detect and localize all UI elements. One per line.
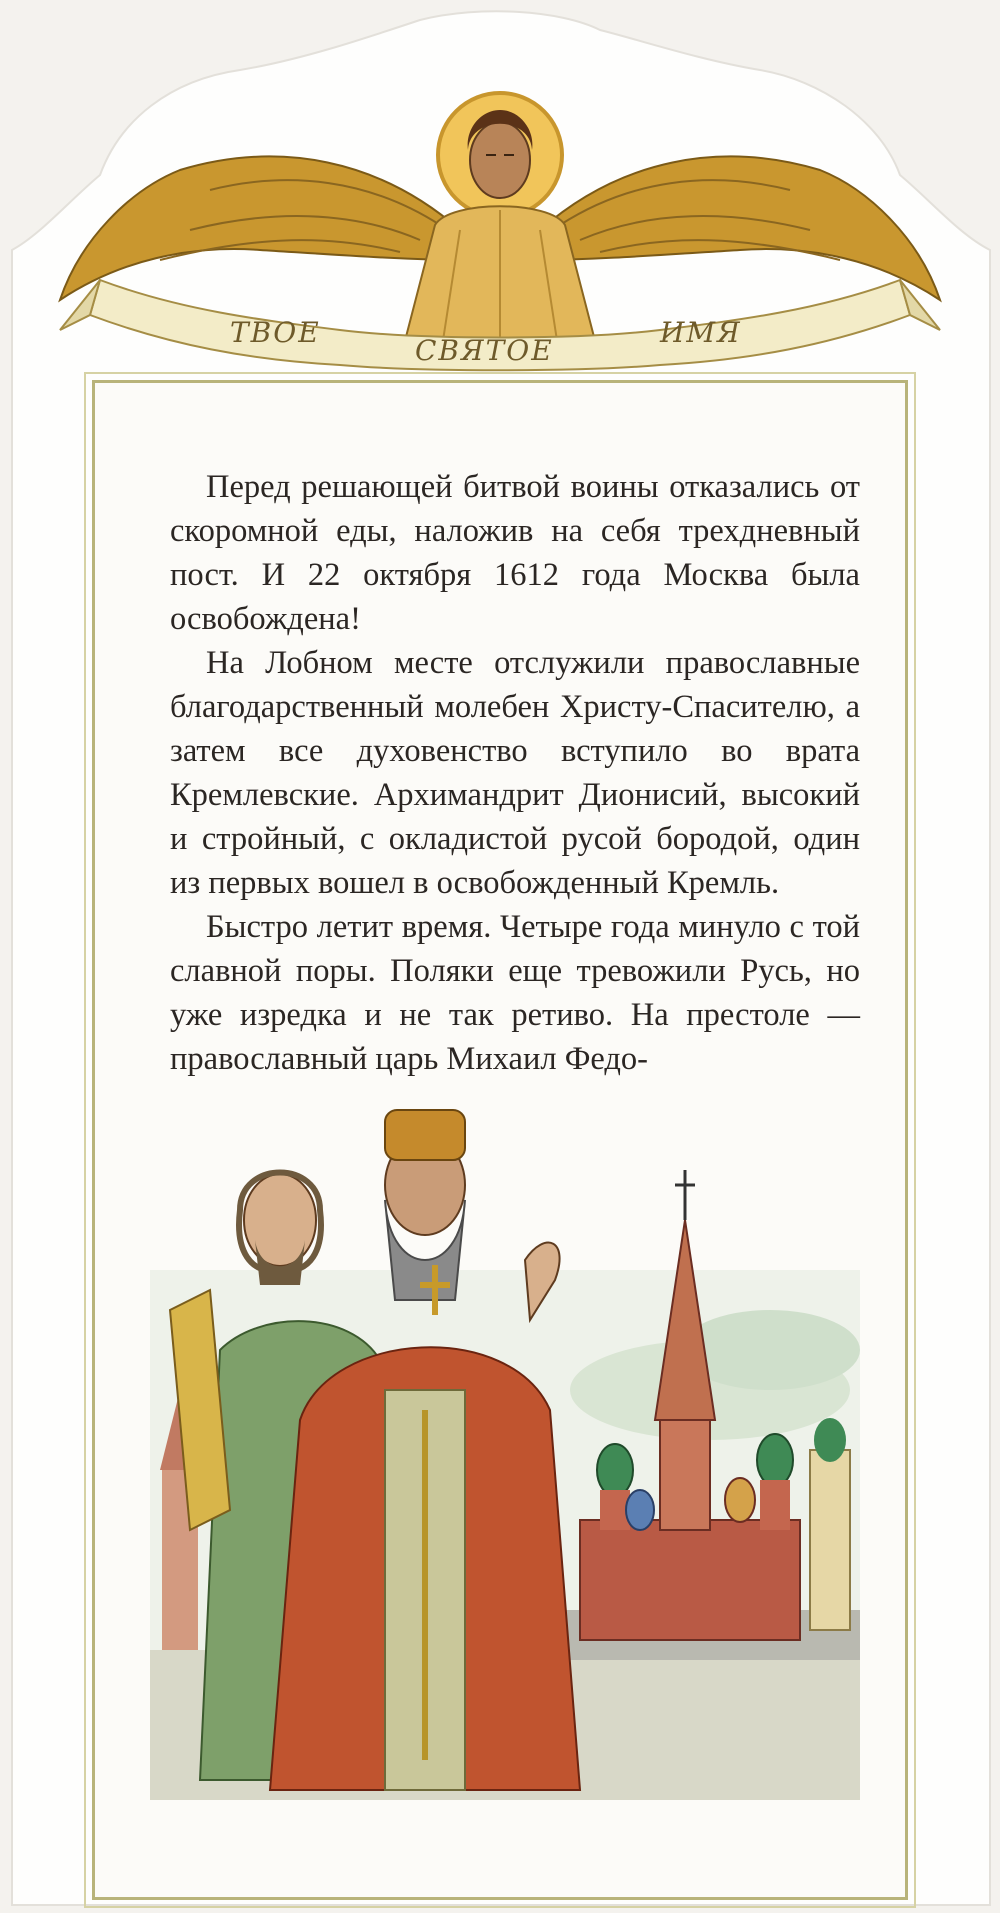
two-clergymen-with-cathedral-icon [150, 1090, 860, 1810]
paragraph-2: На Лобном месте отслужили православные благодарственный молебен Христу-Спасителю, а затем все духовенство вступило во врата Кремлевские. Архимандрит Дионисий, высокий и стройный, с окладистой русой бородой, один из первых вошел в освобожденный Кремль. [170, 645, 860, 901]
paragraph-3: Быстро летит время. Четыре года минуло с той славной поры. Поляки еще тревожили Русь, но уже изредка и не так ретиво. На престоле — православный царь Михаил Федо- [170, 909, 860, 1077]
body-text [170, 465, 860, 1081]
banner-word-right: ИМЯ [660, 316, 742, 349]
banner-word-left: ТВОЕ [230, 316, 321, 349]
angel-with-banner-icon [40, 60, 960, 410]
banner-word-center: СВЯТОЕ [415, 334, 554, 367]
paragraph-1: Перед решающей битвой воины отказались от скоромной еды, наложив на себя трехдневный пост. И 22 октября 1612 года Москва была освобождена! [170, 469, 860, 637]
